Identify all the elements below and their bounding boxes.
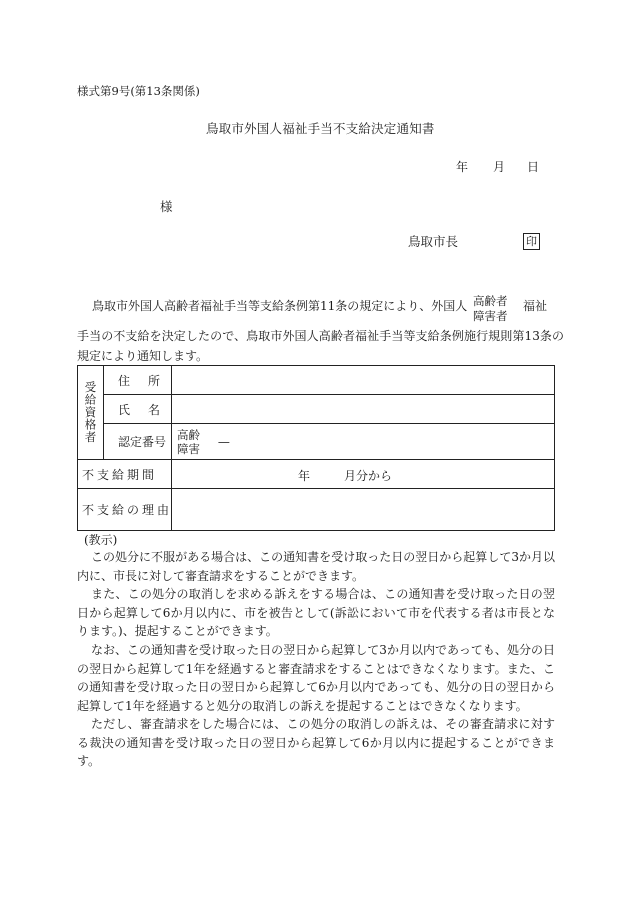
- addressee-suffix: 様: [160, 199, 173, 214]
- recipient-group-label: 受給資格者: [78, 366, 104, 460]
- table-row: [78, 395, 555, 424]
- body-line-3: 規定により通知します。: [77, 349, 209, 363]
- table-row: [78, 424, 555, 460]
- period-year: 年: [298, 469, 311, 483]
- reason-value: [172, 489, 555, 531]
- period-value: [172, 460, 555, 489]
- choice-elderly: 高齢者: [473, 294, 508, 308]
- address-value: [172, 366, 555, 395]
- cert-number-label: 認定番号: [104, 424, 172, 460]
- cert-number-value: [172, 424, 555, 460]
- instruction-paragraph-2: また、この処分の取消しを求める訴えをする場合は、この通知書を受け取った日の翌日から起算して6か月以内に、市を被告として(訴訟において市を代表する者は市長となります。)、提起することができます。: [77, 587, 555, 638]
- period-label: 不支給期間: [78, 460, 172, 489]
- reason-label: 不支給の理由: [78, 489, 172, 531]
- decision-table: [77, 365, 555, 531]
- cert-disabled: 障害: [177, 441, 200, 456]
- body-line-2: 手当の不支給を決定したので、鳥取市外国人高齢者福祉手当等支給条例施行規則第13条の: [77, 329, 565, 343]
- instruction-paragraph-1: この処分に不服がある場合は、この通知書を受け取った日の翌日から起算して3か月以内に、市長に対して審査請求をすることができます。: [77, 550, 555, 583]
- date-year-label: 年: [456, 160, 469, 174]
- table-row: [78, 489, 555, 531]
- address-label: 住 所: [104, 366, 172, 395]
- instructions-heading: (教示): [84, 533, 118, 547]
- body-line-1: 鳥取市外国人高齢者福祉手当等支給条例第11条の規定により、外国人: [92, 299, 468, 313]
- date-month-label: 月: [493, 160, 506, 174]
- instruction-paragraph-4: ただし、審査請求をした場合には、この処分の取消しの訴えは、その審査請求に対する裁決の通知書を受け取った日の翌日から起算して6か月以内に提起することができます。: [77, 717, 555, 768]
- date-day-label: 日: [527, 160, 540, 174]
- table-row: [78, 366, 555, 395]
- beneficiary-type-choice: [473, 294, 508, 324]
- choice-disabled: 障害者: [473, 309, 508, 323]
- period-month: 月分から: [344, 469, 393, 483]
- name-label: 氏 名: [104, 395, 172, 424]
- name-value: [172, 395, 555, 424]
- form-number: 様式第9号(第13条関係): [77, 84, 200, 98]
- cert-type-stack: [177, 428, 200, 456]
- document-title: 鳥取市外国人福祉手当不支給決定通知書: [206, 121, 435, 136]
- body-line-1-suffix: 福祉: [523, 299, 548, 313]
- seal-mark: 印: [523, 233, 540, 250]
- sender-name: 鳥取市長: [408, 234, 459, 249]
- cert-elderly: 高齢: [177, 427, 200, 442]
- instruction-paragraph-3: なお、この通知書を受け取った日の翌日から起算して3か月以内であっても、処分の日の翌日から起算して1年を経過すると審査請求をすることはできなくなります。また、この通知書を受け取った日の翌日から起算して6か月以内であっても、処分の日の翌日から起算して1年を経過すると処分の取消しの訴えを提起することはできなくなります。: [77, 643, 555, 713]
- table-row: [78, 460, 555, 489]
- cert-dash: —: [217, 434, 230, 449]
